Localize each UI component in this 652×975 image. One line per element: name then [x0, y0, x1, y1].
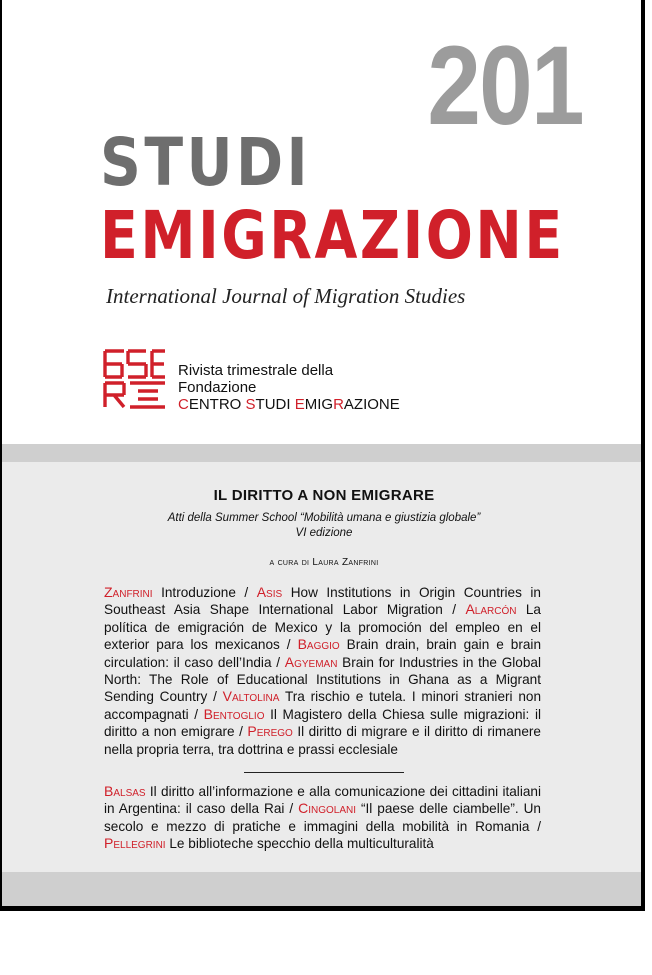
toc-separator: /: [271, 654, 285, 670]
toc-article-title: Brain drain, brain gain e brain circulation: il caso dell’India: [104, 637, 542, 670]
toc-separator: /: [279, 637, 298, 653]
issue-number: 201: [427, 23, 583, 148]
toc-article-title: Brain for Industries in the Global North: The Role of Educational Institutions in Ghana as a Migrant Sending Country: [104, 654, 541, 705]
cser-logo-icon: [102, 347, 168, 411]
toc-article-title: Il Magistero della Chiesa sulle migrazioni: il diritto a non emigrare: [104, 706, 541, 740]
curator-line: a cura di Laura Zanfrini: [269, 557, 379, 568]
publisher-info: [178, 362, 400, 413]
toc-author: Alarcón: [465, 601, 517, 618]
contents-divider: [244, 772, 404, 773]
table-of-contents-block-1: [104, 584, 541, 758]
toc-separator: /: [442, 602, 466, 618]
publisher-text: ENTRO: [188, 396, 246, 413]
title-emigrazione: EMIGRAZIONE: [100, 197, 565, 274]
atti-line-2: VI edizione: [295, 527, 353, 539]
publisher-text: AZIONE: [343, 396, 400, 413]
table-of-contents-block-2: [104, 783, 541, 853]
top-gray-band: [2, 444, 641, 462]
publisher-line-1: Rivista trimestrale della: [178, 362, 334, 379]
toc-author: Asis: [256, 584, 283, 600]
publisher-initial: C: [178, 396, 189, 413]
toc-separator: /: [188, 706, 204, 722]
toc-article-title: Le biblioteche specchio della multiculturalità: [169, 836, 434, 852]
publisher-line-3: [178, 396, 400, 413]
journal-subtitle: International Journal of Migration Studies: [106, 284, 466, 308]
publisher-initial: E: [294, 396, 305, 413]
publisher-text: TUDI: [255, 396, 295, 413]
toc-author: Valtolina: [222, 688, 280, 705]
toc-article-title: Il diritto all’informazione e alla comunicazione dei cittadini italiani in Argentina: il caso della Rai: [104, 784, 541, 817]
atti-subtitle: [2, 511, 645, 541]
publisher-initial: R: [333, 396, 344, 413]
publisher-initial: S: [245, 396, 256, 413]
toc-separator: /: [234, 724, 248, 740]
toc-article-title: La política de emigración de Mexico y la promoción del empleo en el exterior para los mexicanos: [104, 602, 541, 653]
toc-article-title: Tra rischio e tutela. I minori stranieri non accompagnati: [104, 689, 542, 722]
toc-author: Zanfrini: [104, 584, 153, 600]
atti-line-1: Atti della Summer School “Mobilità umana e giustizia globale”: [167, 512, 481, 524]
toc-separator: /: [207, 689, 223, 705]
toc-author: Cingolani: [298, 800, 357, 817]
publisher-text: MIG: [304, 396, 334, 413]
toc-separator: /: [284, 801, 299, 817]
toc-author: Baggio: [297, 636, 340, 653]
toc-article-title: “Il paese delle ciambelle”. Un secolo e mezzo di pratiche e immagini della mobilità in Romania: [104, 801, 541, 834]
toc-article-title: How Institutions in Origin Countries in Southeast Asia Shape International Labor Migration: [104, 585, 541, 618]
toc-article-title: Introduzione: [161, 585, 236, 600]
toc-author: Perego: [247, 723, 293, 740]
toc-author: Agyeman: [284, 653, 338, 670]
publisher-line-2: Fondazione: [178, 379, 257, 396]
toc-separator: /: [235, 585, 257, 600]
toc-article-title: Il diritto di migrare e il diritto di rimanere nella propria terra, tra dottrina e prassi ecclesiale: [104, 724, 541, 757]
toc-separator: /: [529, 818, 541, 834]
toc-author: Pellegrini: [104, 835, 166, 852]
bottom-gray-band: [2, 872, 641, 906]
title-studi: STUDI: [100, 124, 312, 201]
toc-author: Bentoglio: [203, 705, 265, 722]
toc-author: Balsas: [104, 783, 146, 799]
issue-theme-title: IL DIRITTO A NON EMIGRARE: [213, 487, 435, 504]
